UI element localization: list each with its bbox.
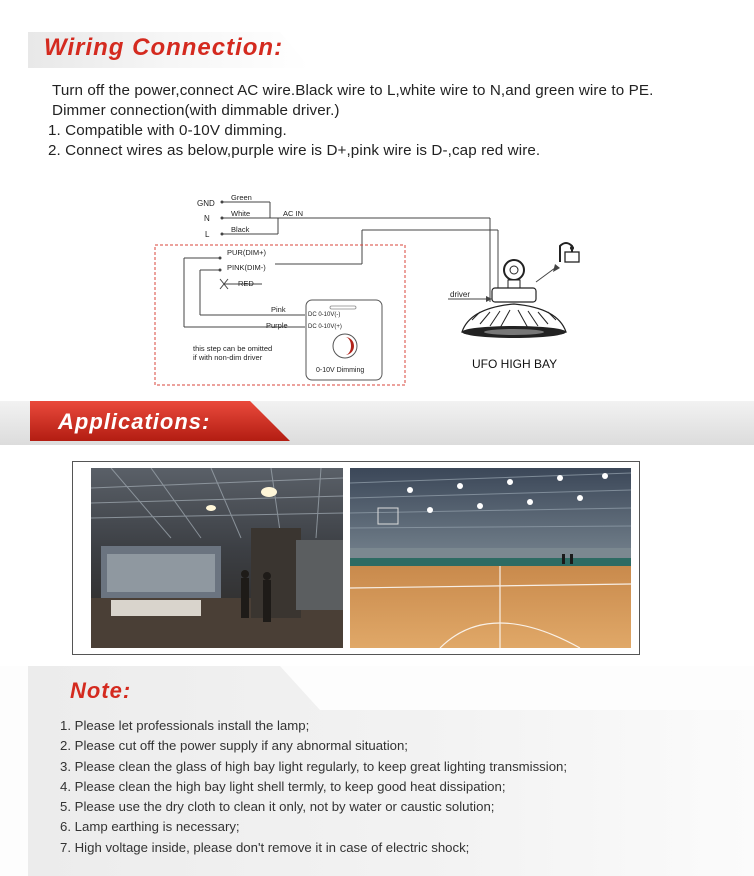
label-driver: driver — [450, 290, 471, 299]
wiring-instructions — [48, 81, 653, 161]
label-pur-dim: PUR(DIM+) — [227, 248, 266, 257]
wiring-title: Wiring Connection: — [44, 34, 284, 61]
label-black: Black — [231, 225, 250, 234]
label-red: RED — [238, 279, 254, 288]
label-purple: Purple — [266, 321, 288, 330]
note-item-7: 7. High voltage inside, please don't remove it in case of electric shock; — [60, 839, 470, 855]
ufo-lamp-illustration — [462, 243, 579, 338]
label-l: L — [205, 230, 210, 239]
note-item-3: 3. Please clean the glass of high bay light regularly, to keep great lighting transmission; — [60, 758, 568, 774]
label-dc-plus: DC 0-10V(+) — [308, 324, 342, 330]
label-omit-2: if with non-dim driver — [193, 353, 263, 362]
wiring-line-4: 2. Connect wires as below,purple wire is D+,pink wire is D-,cap red wire. — [48, 142, 541, 159]
wiring-diagram — [0, 190, 754, 390]
label-gnd: GND — [197, 199, 215, 208]
warehouse-office-photo — [91, 468, 343, 648]
label-ufo-high-bay: UFO HIGH BAY — [472, 357, 558, 371]
note-item-1: 1. Please let professionals install the lamp; — [60, 718, 310, 733]
label-pink-dim: PINK(DIM-) — [227, 263, 266, 272]
basketball-court-photo — [350, 468, 631, 648]
note-item-4: 4. Please clean the high bay light shell termly, to keep good heat dissipation; — [60, 778, 506, 794]
label-n: N — [204, 214, 210, 223]
label-omit-1: this step can be omitted — [193, 344, 273, 353]
note-title: Note: — [70, 678, 132, 703]
label-white: White — [231, 209, 251, 218]
note-list — [60, 716, 567, 858]
applications-photo-frame — [72, 461, 640, 655]
wiring-line-3: 1. Compatible with 0-10V dimming. — [48, 122, 287, 139]
label-dc-minus: DC 0-10V(-) — [308, 312, 341, 318]
note-item-2: 2. Please cut off the power supply if any abnormal situation; — [60, 738, 408, 754]
label-pink: Pink — [271, 305, 286, 314]
wiring-line-2: Dimmer connection(with dimmable driver.) — [52, 102, 340, 119]
label-ac-in: AC IN — [283, 209, 304, 218]
note-item-5: 5. Please use the dry cloth to clean it only, not by water or caustic solution; — [60, 799, 495, 815]
wiring-line-1: Turn off the power,connect AC wire.Black wire to L,white wire to N,and green wire to PE. — [52, 82, 654, 99]
note-item-6: 6. Lamp earthing is necessary; — [60, 819, 240, 835]
label-green: Green — [231, 193, 252, 202]
label-dimming: 0-10V Dimming — [316, 367, 365, 374]
applications-title: Applications: — [58, 409, 211, 434]
